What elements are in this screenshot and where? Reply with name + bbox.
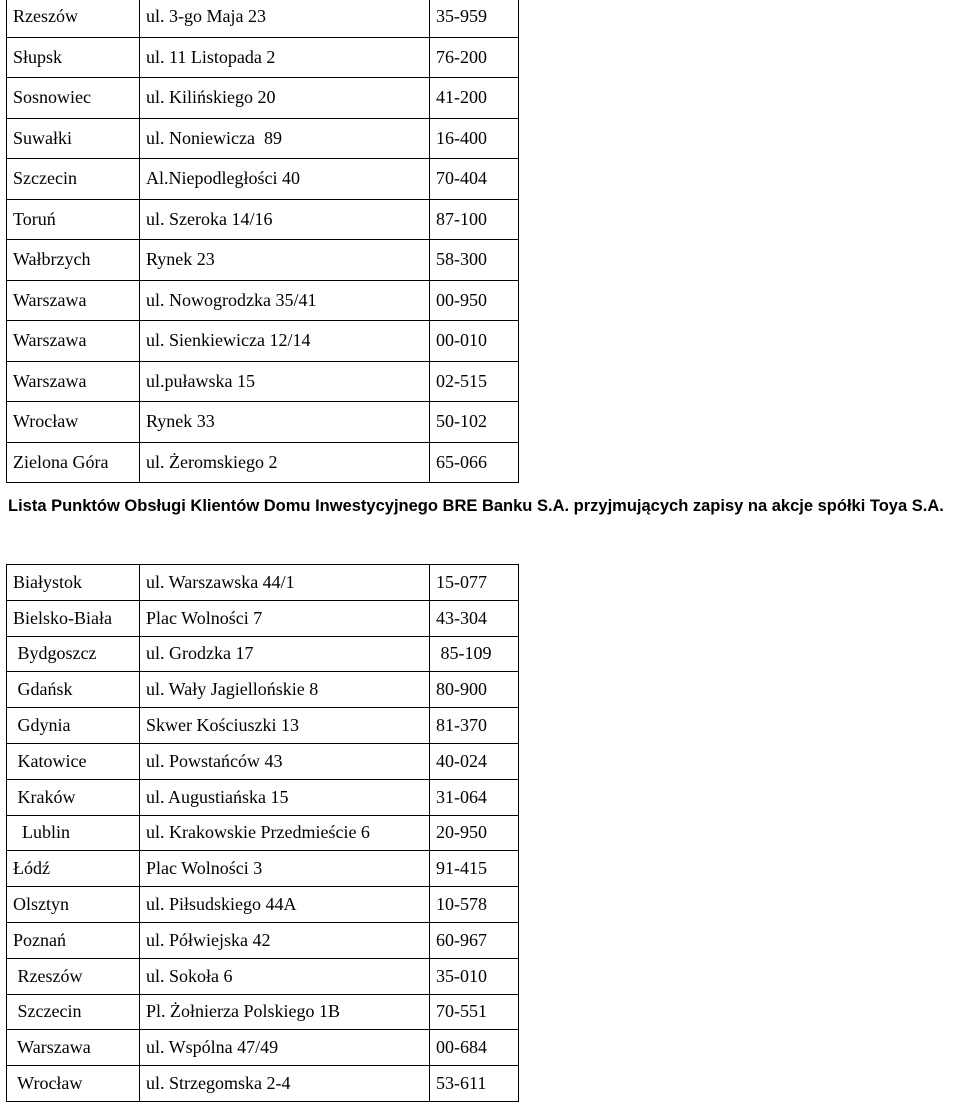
table-row (7, 118, 519, 159)
postal-code-cell: 60-967 (430, 922, 519, 958)
table-row (7, 321, 519, 362)
city-cell: Katowice (7, 743, 140, 779)
city-cell: Lublin (7, 815, 140, 851)
table-row (7, 636, 519, 672)
table-row (7, 159, 519, 200)
table-row (7, 199, 519, 240)
address-cell: Plac Wolności 7 (140, 600, 430, 636)
postal-code-cell: 40-024 (430, 743, 519, 779)
table-row (7, 815, 519, 851)
city-cell: Łódź (7, 851, 140, 887)
city-cell: Warszawa (7, 1030, 140, 1066)
city-cell: Sosnowiec (7, 78, 140, 119)
address-cell: Plac Wolności 3 (140, 851, 430, 887)
address-cell: ul. Sokoła 6 (140, 958, 430, 994)
table-row (7, 779, 519, 815)
postal-code-cell: 35-959 (430, 0, 519, 37)
address-cell: Rynek 33 (140, 402, 430, 443)
city-cell: Warszawa (7, 280, 140, 321)
city-cell: Olsztyn (7, 887, 140, 923)
table-row (7, 361, 519, 402)
address-cell: ul. Półwiejska 42 (140, 922, 430, 958)
postal-code-cell: 15-077 (430, 565, 519, 601)
city-cell: Rzeszów (7, 958, 140, 994)
postal-code-cell: 91-415 (430, 851, 519, 887)
branch-table-1 (6, 0, 519, 483)
table-row (7, 994, 519, 1030)
table-row (7, 37, 519, 78)
address-cell: ul. Wały Jagiellońskie 8 (140, 672, 430, 708)
address-cell: ul. Warszawska 44/1 (140, 565, 430, 601)
address-cell: Al.Niepodległości 40 (140, 159, 430, 200)
postal-code-cell: 43-304 (430, 600, 519, 636)
city-cell: Poznań (7, 922, 140, 958)
postal-code-cell: 10-578 (430, 887, 519, 923)
postal-code-cell: 00-950 (430, 280, 519, 321)
table-row (7, 78, 519, 119)
postal-code-cell: 65-066 (430, 442, 519, 483)
address-cell: ul. Szeroka 14/16 (140, 199, 430, 240)
postal-code-cell: 50-102 (430, 402, 519, 443)
table-row (7, 887, 519, 923)
table-row (7, 958, 519, 994)
address-cell: ul. Sienkiewicza 12/14 (140, 321, 430, 362)
branch-table-2 (6, 564, 519, 1102)
address-cell: ul. Grodzka 17 (140, 636, 430, 672)
postal-code-cell: 80-900 (430, 672, 519, 708)
branch-table-1-body (7, 0, 519, 483)
address-cell: ul. Powstańców 43 (140, 743, 430, 779)
city-cell: Wrocław (7, 1066, 140, 1102)
address-cell: ul. 11 Listopada 2 (140, 37, 430, 78)
city-cell: Słupsk (7, 37, 140, 78)
postal-code-cell: 20-950 (430, 815, 519, 851)
table-row (7, 1066, 519, 1102)
table-row (7, 240, 519, 281)
city-cell: Szczecin (7, 159, 140, 200)
city-cell: Białystok (7, 565, 140, 601)
postal-code-cell: 16-400 (430, 118, 519, 159)
postal-code-cell: 87-100 (430, 199, 519, 240)
city-cell: Gdańsk (7, 672, 140, 708)
postal-code-cell: 70-551 (430, 994, 519, 1030)
city-cell: Toruń (7, 199, 140, 240)
table-row (7, 743, 519, 779)
city-cell: Wałbrzych (7, 240, 140, 281)
postal-code-cell: 76-200 (430, 37, 519, 78)
table-row (7, 851, 519, 887)
table-row (7, 442, 519, 483)
postal-code-cell: 00-010 (430, 321, 519, 362)
address-cell: Skwer Kościuszki 13 (140, 708, 430, 744)
address-cell: ul. Krakowskie Przedmieście 6 (140, 815, 430, 851)
table-row (7, 402, 519, 443)
address-cell: Pl. Żołnierza Polskiego 1B (140, 994, 430, 1030)
table-row (7, 280, 519, 321)
table-row (7, 672, 519, 708)
table-row (7, 600, 519, 636)
address-cell: ul. Strzegomska 2-4 (140, 1066, 430, 1102)
postal-code-cell: 41-200 (430, 78, 519, 119)
postal-code-cell: 58-300 (430, 240, 519, 281)
city-cell: Wrocław (7, 402, 140, 443)
postal-code-cell: 70-404 (430, 159, 519, 200)
city-cell: Suwałki (7, 118, 140, 159)
table-row (7, 922, 519, 958)
postal-code-cell: 53-611 (430, 1066, 519, 1102)
city-cell: Szczecin (7, 994, 140, 1030)
city-cell: Warszawa (7, 321, 140, 362)
address-cell: ul. Augustiańska 15 (140, 779, 430, 815)
postal-code-cell: 02-515 (430, 361, 519, 402)
section-heading: Lista Punktów Obsługi Klientów Domu Inwestycyjnego BRE Banku S.A. przyjmujących zapisy na akcje spółki Toya S.A. (8, 497, 944, 515)
city-cell: Warszawa (7, 361, 140, 402)
city-cell: Kraków (7, 779, 140, 815)
table-row (7, 0, 519, 37)
address-cell: Rynek 23 (140, 240, 430, 281)
city-cell: Bydgoszcz (7, 636, 140, 672)
address-cell: ul. Nowogrodzka 35/41 (140, 280, 430, 321)
branch-table-2-body (7, 565, 519, 1102)
postal-code-cell: 85-109 (430, 636, 519, 672)
city-cell: Rzeszów (7, 0, 140, 37)
postal-code-cell: 35-010 (430, 958, 519, 994)
postal-code-cell: 81-370 (430, 708, 519, 744)
city-cell: Bielsko-Biała (7, 600, 140, 636)
postal-code-cell: 00-684 (430, 1030, 519, 1066)
table-row (7, 708, 519, 744)
city-cell: Gdynia (7, 708, 140, 744)
address-cell: ul. 3-go Maja 23 (140, 0, 430, 37)
city-cell: Zielona Góra (7, 442, 140, 483)
address-cell: ul.puławska 15 (140, 361, 430, 402)
table-row (7, 565, 519, 601)
address-cell: ul. Żeromskiego 2 (140, 442, 430, 483)
postal-code-cell: 31-064 (430, 779, 519, 815)
address-cell: ul. Wspólna 47/49 (140, 1030, 430, 1066)
address-cell: ul. Kilińskiego 20 (140, 78, 430, 119)
table-row (7, 1030, 519, 1066)
address-cell: ul. Piłsudskiego 44A (140, 887, 430, 923)
address-cell: ul. Noniewicza 89 (140, 118, 430, 159)
